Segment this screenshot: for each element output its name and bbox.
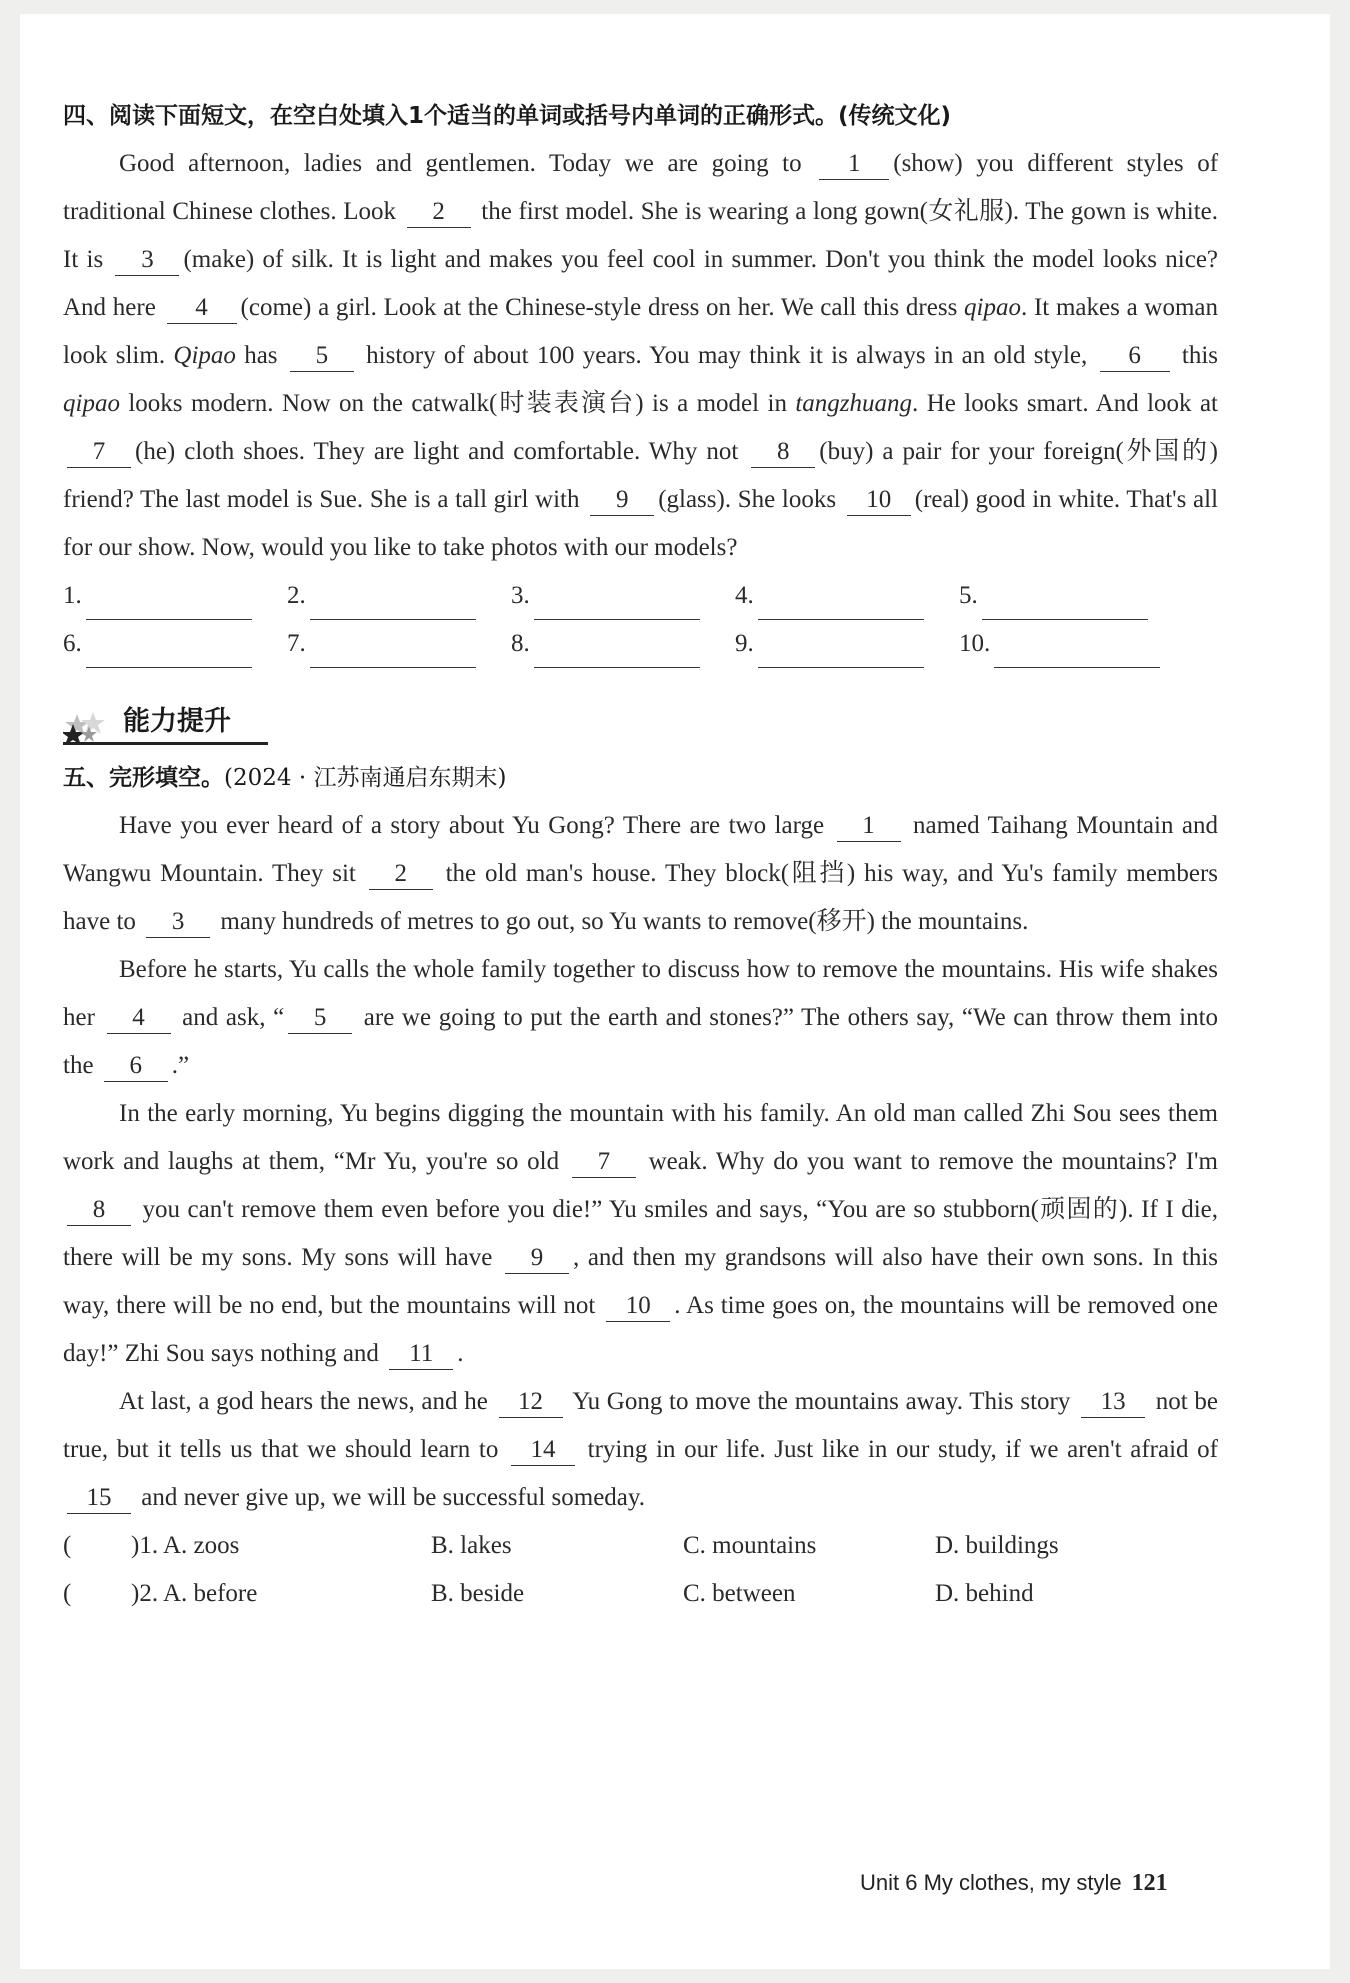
passage-text: history of about 100 years. You may think it is always in an old style,	[366, 342, 1088, 369]
answer-paren[interactable]: (	[63, 1580, 72, 1607]
passage-text: .”	[171, 1052, 190, 1079]
answer-item	[959, 572, 1183, 620]
answer-item	[511, 620, 735, 668]
answer-paren[interactable]: (	[63, 1532, 72, 1559]
passage-text: Yu Gong to move the mountains away. This story	[572, 1388, 1071, 1415]
passage-text: weak. Why do you want to remove the mountains? I'm	[648, 1148, 1218, 1175]
cloze-blank-5[interactable]: 5	[288, 1003, 352, 1034]
cloze-blank-8[interactable]: 8	[67, 1195, 131, 1226]
blank-3[interactable]: 3	[115, 245, 179, 276]
answer-line-4[interactable]	[758, 589, 924, 620]
blank-2[interactable]: 2	[407, 197, 471, 228]
passage-text: trying in our life. Just like in our study, if we aren't afraid of	[587, 1436, 1219, 1463]
cloze-blank-3[interactable]: 3	[146, 907, 210, 938]
section5-paragraph-1	[63, 802, 1218, 946]
cloze-blank-4[interactable]: 4	[107, 1003, 171, 1034]
section5-title-text: 五、完形填空。	[63, 765, 224, 791]
answer-line-1[interactable]	[86, 589, 252, 620]
passage-text: Before he starts, Yu calls the whole family together to discuss how to remove the mountains. His wife shakes her	[63, 956, 1218, 1031]
answer-line-8[interactable]	[534, 637, 700, 668]
blank-8[interactable]: 8	[751, 437, 815, 468]
ability-heading	[63, 698, 1218, 754]
blank-10[interactable]: 10	[847, 485, 911, 516]
cloze-blank-12[interactable]: 12	[499, 1387, 563, 1418]
cloze-blank-14[interactable]: 14	[511, 1435, 575, 1466]
worksheet-content	[63, 92, 1218, 1618]
cloze-blank-7[interactable]: 7	[572, 1147, 636, 1178]
italic-word: qipao	[63, 390, 120, 417]
blank-7[interactable]: 7	[67, 437, 131, 468]
section5-paragraph-3	[63, 1090, 1218, 1378]
option-b[interactable]: B. lakes	[431, 1532, 512, 1559]
cloze-blank-10[interactable]: 10	[606, 1291, 670, 1322]
section4-passage	[63, 140, 1218, 572]
italic-word: qipao	[964, 294, 1021, 321]
passage-text: (real) good in white. That's all for our show. Now, would you like to take photos with our models?	[63, 486, 1219, 561]
passage-text: and never give up, we will be successful someday.	[141, 1484, 646, 1511]
answer-number: 5.	[959, 582, 978, 609]
answer-item	[511, 572, 735, 620]
answer-line-9[interactable]	[758, 637, 924, 668]
answer-number: 2.	[287, 582, 306, 609]
passage-text: . He looks smart. And look at	[912, 390, 1218, 417]
heading-text: 能力提升	[123, 706, 231, 737]
unit-title: Unit 6 My clothes, my style	[860, 1870, 1122, 1895]
answer-line-6[interactable]	[86, 637, 252, 668]
passage-text: . It makes a woman look slim.	[63, 294, 1218, 369]
passage-text: this	[1181, 342, 1219, 369]
option-d[interactable]: D. behind	[935, 1580, 1034, 1607]
passage-text: . As time goes on, the mountains will be removed one day!” Zhi Sou says nothing and	[63, 1292, 1219, 1367]
answer-line-3[interactable]	[534, 589, 700, 620]
answer-line-2[interactable]	[310, 589, 476, 620]
blank-9[interactable]: 9	[590, 485, 654, 516]
option-row-2	[63, 1570, 1218, 1618]
option-a[interactable]: )1. A. zoos	[131, 1532, 240, 1559]
answer-row-1	[63, 572, 1218, 620]
section5-title	[63, 754, 1218, 802]
cloze-blank-1[interactable]: 1	[837, 811, 901, 842]
page-footer	[860, 1870, 1168, 1897]
option-a[interactable]: )2. A. before	[131, 1580, 258, 1607]
passage-text: not be true, but it tells us that we should learn to	[63, 1388, 1219, 1463]
passage-text: , and then my grandsons will also have their own sons. In this way, there will be no end, but the mountains will not	[63, 1244, 1218, 1319]
blank-1[interactable]: 1	[819, 149, 889, 180]
passage-text: (make) of silk. It is light and makes you feel cool in summer. Don't you think the model looks nice? And here	[63, 246, 1219, 321]
passage-text: you can't remove them even before you die!” Yu smiles and says, “You are so stubborn(顽固的). If I die, there will be my sons. My sons will have	[63, 1196, 1218, 1271]
cloze-blank-13[interactable]: 13	[1081, 1387, 1145, 1418]
blank-6[interactable]: 6	[1100, 341, 1170, 372]
heading-underline	[63, 742, 268, 745]
option-b[interactable]: B. beside	[431, 1580, 525, 1607]
option-c[interactable]: C. between	[683, 1580, 796, 1607]
answer-number: 6.	[63, 630, 82, 657]
answer-line-7[interactable]	[310, 637, 476, 668]
passage-text: the old man's house. They block(阻挡) his way, and Yu's family members have to	[63, 860, 1219, 935]
passage-text: many hundreds of metres to go out, so Yu wants to remove(移开) the mountains.	[220, 908, 1029, 935]
passage-text: looks modern. Now on the catwalk(时装表演台) is a model in	[128, 390, 787, 417]
passage-text: the first model. She is wearing a long gown(女礼服). The gown is white. It is	[63, 198, 1219, 273]
passage-text: Good afternoon, ladies and gentlemen. Today we are going to	[119, 150, 802, 177]
answer-number: 10.	[959, 630, 991, 657]
section4-title: 四、阅读下面短文，在空白处填入1个适当的单词或括号内单词的正确形式。(传统文化)	[63, 103, 952, 129]
passage-text: .	[457, 1340, 464, 1367]
passage-text: (he) cloth shoes. They are light and comfortable. Why not	[135, 438, 739, 465]
italic-word: tangzhuang	[795, 390, 913, 417]
passage-text: (buy) a pair for your foreign(外国的) friend? The last model is Sue. She is a tall girl with	[63, 438, 1219, 513]
passage-text: (show) you different styles of traditional Chinese clothes. Look	[63, 150, 1219, 225]
passage-text: has	[244, 342, 278, 369]
answer-line-5[interactable]	[982, 589, 1148, 620]
cloze-blank-6[interactable]: 6	[104, 1051, 168, 1082]
stars-icon	[63, 710, 115, 746]
answer-item	[735, 572, 959, 620]
passage-text: In the early morning, Yu begins digging the mountain with his family. An old man called Zhi Sou sees them work and laughs at them, “Mr Yu, you're so old	[63, 1100, 1218, 1175]
blank-4[interactable]: 4	[167, 293, 237, 324]
answer-number: 3.	[511, 582, 530, 609]
cloze-blank-11[interactable]: 11	[389, 1339, 453, 1370]
answer-item	[63, 620, 287, 668]
answer-item	[287, 572, 511, 620]
answer-number: 9.	[735, 630, 754, 657]
passage-text: At last, a god hears the news, and he	[119, 1388, 488, 1415]
answer-number: 7.	[287, 630, 306, 657]
option-row-1	[63, 1522, 1218, 1570]
answer-row-2	[63, 620, 1218, 668]
option-c[interactable]: C. mountains	[683, 1532, 817, 1559]
answer-item	[735, 620, 959, 668]
passage-text: and ask, “	[182, 1004, 285, 1031]
section5-paragraph-2	[63, 946, 1218, 1090]
option-d[interactable]: D. buildings	[935, 1532, 1059, 1559]
passage-text: are we going to put the earth and stones?” The others say, “We can throw them into the	[63, 1004, 1219, 1079]
passage-text: (glass). She looks	[658, 486, 837, 513]
answer-item	[287, 620, 511, 668]
cloze-blank-2[interactable]: 2	[369, 859, 433, 890]
answer-line-10[interactable]	[994, 637, 1160, 668]
cloze-blank-9[interactable]: 9	[505, 1243, 569, 1274]
passage-text: named Taihang Mountain and Wangwu Mountain. They sit	[63, 812, 1219, 887]
section5-source: (2024 · 江苏南通启东期末)	[224, 765, 507, 791]
passage-text: Have you ever heard of a story about Yu Gong? There are two large	[119, 812, 825, 839]
passage-text: (come) a girl. Look at the Chinese-style dress on her. We call this dress	[240, 294, 958, 321]
answer-item	[959, 620, 1183, 668]
italic-word: Qipao	[173, 342, 236, 369]
answer-number: 4.	[735, 582, 754, 609]
answer-item	[63, 572, 287, 620]
section5-paragraph-4	[63, 1378, 1218, 1522]
answer-number: 8.	[511, 630, 530, 657]
page-number: 121	[1131, 1870, 1168, 1896]
cloze-blank-15[interactable]: 15	[67, 1483, 131, 1514]
answer-number: 1.	[63, 582, 82, 609]
blank-5[interactable]: 5	[290, 341, 354, 372]
